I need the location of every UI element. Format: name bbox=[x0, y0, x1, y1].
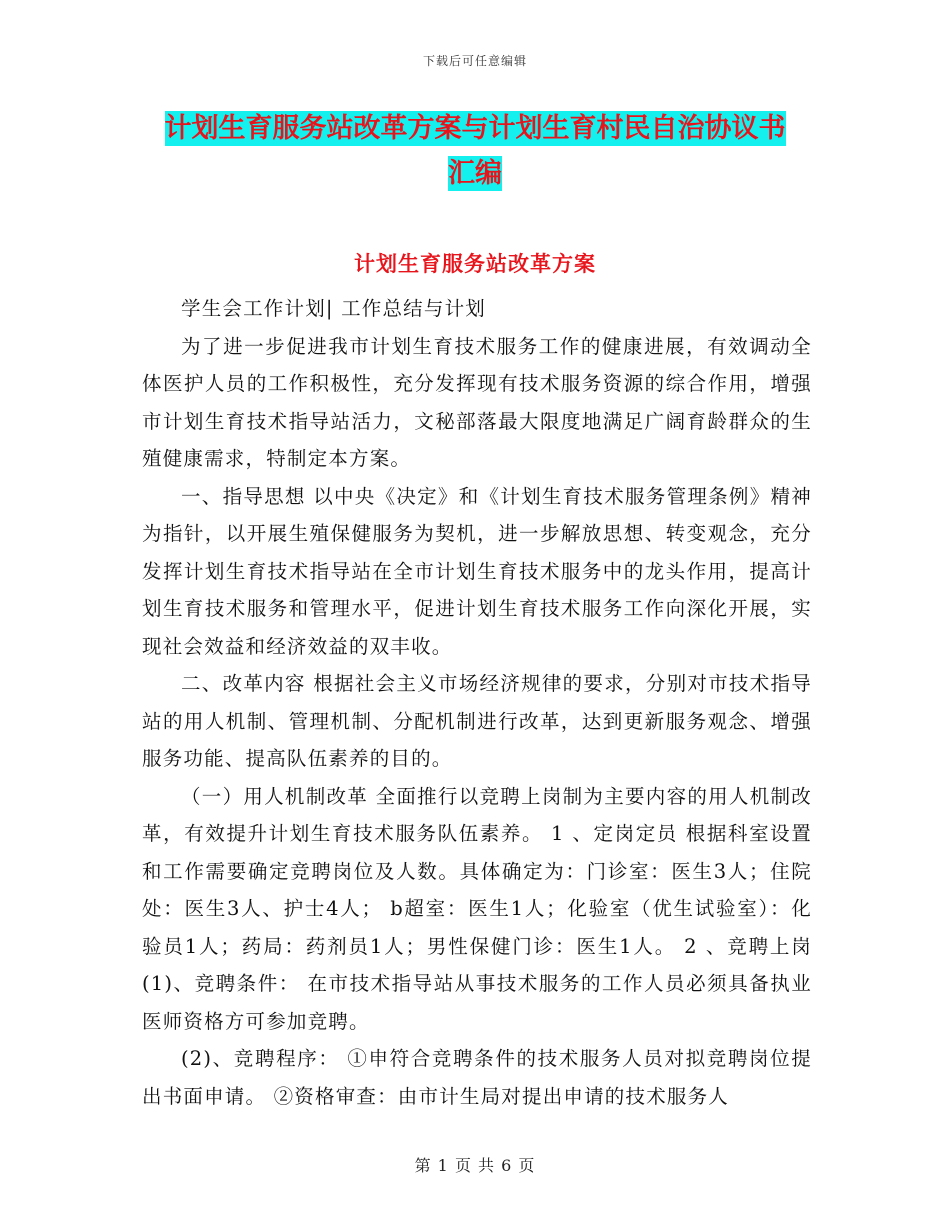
paragraph: （一）用人机制改革 全面推行以竞聘上岗制为主要内容的用人机制改革，有效提升计划生育技术服务队伍素养。 1 、定岗定员 根据科室设置和工作需要确定竞聘岗位及人数。具体确定为：门诊室：医生3人；住院处：医生3人、护士4人； b超室：医生1人；化验室（优生试验室）：化验员1人；药局：药剂员1人；男性保健门诊：医生1人。 2 、竞聘上岗 (1)、竞聘条件： 在市技术指导站从事技术服务的工作人员必须具备执业医师资格方可参加竞聘。 bbox=[142, 784, 812, 1033]
document-title-line-1: 计划生育服务站改革方案与计划生育村民自治协议书 bbox=[164, 113, 786, 144]
section-title: 计划生育服务站改革方案 bbox=[354, 251, 596, 276]
page-footer: 第 1 页 共 6 页 bbox=[414, 1156, 536, 1175]
paragraph: 二、改革内容 根据社会主义市场经济规律的要求，分别对市技术指导站的用人机制、管理机制、分配机制进行改革，达到更新服务观念、增强服务功能、提高队伍素养的目的。 bbox=[142, 672, 812, 770]
document-body bbox=[142, 290, 812, 1115]
paragraph: 一、指导思想 以中央《决定》和《计划生育技术服务管理条例》精神为指针，以开展生殖保健服务为契机，进一步解放思想、转变观念，充分发挥计划生育技术指导站在全市计划生育技术服务中的龙头作用，提高计划生育技术服务和管理水平，促进计划生育技术服务工作向深化开展，实现社会效益和经济效益的双丰收。 bbox=[142, 484, 812, 658]
page-header: 下载后可任意编辑 bbox=[422, 54, 527, 68]
paragraph: 为了进一步促进我市计划生育技术服务工作的健康进展，有效调动全体医护人员的工作积极性，充分发挥现有技术服务资源的综合作用，增强市计划生育技术指导站活力，文秘部落最大限度地满足广阔育龄群众的生殖健康需求，特制定本方案。 bbox=[142, 334, 812, 470]
document-title bbox=[130, 106, 820, 196]
paragraph: 学生会工作计划| 工作总结与计划 bbox=[181, 297, 486, 320]
document-title-line-2: 汇编 bbox=[448, 158, 502, 189]
paragraph: (2)、竞聘程序： ①申符合竞聘条件的技术服务人员对拟竞聘岗位提出书面申请。 ②资格审查：由市计生局对提出申请的技术服务人 bbox=[142, 1047, 812, 1108]
